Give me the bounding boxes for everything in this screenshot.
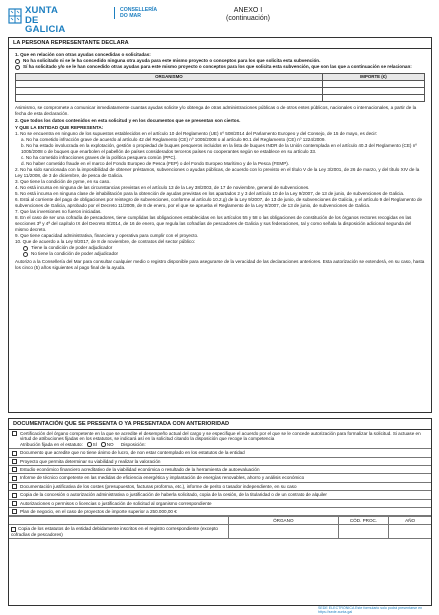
- option-other-aid[interactable]: [15, 64, 425, 70]
- checkbox[interactable]: [12, 509, 17, 514]
- anexo-heading: [208, 7, 288, 23]
- aid-cell[interactable]: [322, 81, 424, 88]
- item-7: 7. Que las inversiones no fueron iniciadas.: [15, 209, 102, 214]
- question-2: 2. Que todos los datos contenidos en esta solicitud y en los documentos que se presentan son ciertos.: [15, 118, 241, 123]
- item-5: 5. No está incursa en ninguna clase de inhabilitación para la obtención de ayudas previstas en los apartados 2 y 3 del artículo 10 de la Ley 9/2007, de 13 de junio, de subvenciones de Galicia.: [15, 191, 405, 196]
- doc-row: [9, 474, 431, 482]
- entity-declares: Y QUE LA ENTIDAD QUE REPRESENTA:: [15, 125, 104, 130]
- option-no-poder-adjudicador[interactable]: [15, 251, 425, 257]
- doc-label: Proyecto que permita determinar su viabilidad y realizar la valoración: [20, 458, 161, 464]
- table-row: [16, 95, 425, 102]
- doc-label: Copia de la concesión o autorización administrativa o justificación de haberla solicitado, copia de la cesión, de la titularidad o de un contrato de alquiler: [20, 492, 327, 498]
- item-8: 8. En el caso de ser una cofradía de pescadores, tiene cumplidas las obligaciones establecidas en los artículos 55 y 58 o las obligaciones de constitución de los órganos rectores recogidas en las secciones 3ª y 4ª del capítulo IX del Decreto 8/2014, de 16 de enero, que regula las cofradías de pescadores de Galicia y sus federaciones, tal y como señala la disposición adicional segunda del mismo decreto.: [15, 215, 412, 232]
- conselleria-label: [114, 7, 157, 19]
- documentation-title: DOCUMENTACIÓN QUE SE PRESENTA O YA PRESENTADA CON ANTERIORIDAD: [9, 419, 431, 430]
- table-row: [16, 88, 425, 95]
- checkbox[interactable]: [12, 501, 17, 506]
- aid-cell[interactable]: [16, 88, 323, 95]
- option-poder-adjudicador-label: Tiene la condición de poder adjudicador: [31, 245, 113, 250]
- xunta-crest-icon: [8, 8, 22, 24]
- header-ano: AÑO: [389, 517, 431, 525]
- disposicion-label: Disposición:: [120, 441, 146, 447]
- checkbox[interactable]: [12, 451, 17, 456]
- item-2: 2. No ha sido sancionada con la imposibilidad de obtener préstamos, subvenciones o ayudas públicas, de acuerdo con lo previsto en el título V de la Ley 3/2001, de 26 de marzo, y del título XIV de la Ley 11/2008, de 3 de diciembre, de pesca de Galicia.: [15, 167, 420, 178]
- doc-label: Informe de técnico competente en las medidas de eficiencia energética y implantación de energías renovables, ahorro y análisis económico: [20, 475, 305, 481]
- doc-label: Copia de los estatutos de la entidad debidamente inscritos en el registro correspondiente (excepto cofradías de pescadores): [11, 526, 218, 537]
- item-10: 10. Que de acuerdo a la Ley 9/2017, de 8 de noviembre, de contratos del sector público:: [15, 239, 196, 244]
- radio-other-aid[interactable]: [15, 65, 20, 70]
- doc-row: [9, 500, 431, 508]
- radio-no-aid[interactable]: [15, 59, 20, 64]
- radio-no-poder-adjudicador[interactable]: [23, 252, 28, 257]
- item-1: 1. No se encuentra en ninguno de los supuestos establecidos en el artículo 10 del Reglamento (UE) nº 508/2014 del Parlamento Europeo y del Consejo, de 15 de mayo, es decir:: [15, 131, 378, 136]
- sub-item-d-text: d. No haber cometido fraude en el marco del Fondo Europeo de Pesca (FEP) o del Fondo Europeo Marítimo y de la Pesca (FEMP).: [21, 161, 290, 166]
- checkbox[interactable]: [12, 484, 17, 489]
- doc-label: Autorizaciones o permisos o licencias o justificación de solicitud al organismo correspondiente: [20, 500, 212, 506]
- conselleria-line2: DO MAR: [120, 13, 142, 19]
- table-row: [16, 81, 425, 88]
- cod-proc-cell[interactable]: [338, 525, 389, 538]
- documentation-section: [8, 418, 432, 606]
- doc-row: [9, 491, 431, 499]
- header-organo: ÓRGANO: [228, 517, 338, 525]
- sub-item-b: [15, 143, 425, 155]
- ano-cell[interactable]: [389, 525, 431, 538]
- checkbox[interactable]: [12, 476, 17, 481]
- doc-row: [9, 458, 431, 466]
- checkbox[interactable]: [12, 493, 17, 498]
- header-cod-proc: CÓD. PROC.: [338, 517, 389, 525]
- aid-cell[interactable]: [16, 81, 323, 88]
- doc-row-certificacion: [9, 430, 431, 449]
- sub-item-b-text: b. No ha estado involucrada en la explotación, gestión o propiedad de buques pesqueros incluidos en la lista de buques INDR de la Unión contemplada en el artículo 40.3 del Reglamento (CE) nº 1005/2008 o de buques que enarbolen el pabellón de países considerados terceros países no cooperantes según se establece en su artículo 33.: [21, 143, 417, 154]
- xunta-wordmark: [25, 6, 65, 35]
- checkbox[interactable]: [12, 459, 17, 464]
- aid-table-header-organismo: ORGANISMO: [16, 74, 323, 81]
- doc-label: Documento que acredite que no tiene ánimo de lucro, de non estar contemplado en los estatutos de la entidad: [20, 450, 245, 456]
- option-no-poder-adjudicador-label: No tiene la condición de poder adjudicador: [31, 251, 119, 256]
- doc-row: [9, 449, 431, 457]
- si-label: SÍ: [92, 441, 97, 447]
- no-label: NO: [106, 441, 114, 447]
- doc-label: Plan de negocio, en el caso de proyectos de importe superior a 250.000,00 €: [20, 509, 177, 515]
- doc-label: Certificación del órgano competente en la que se acredite el desempeño actual del cargo y se especifique el acuerdo por el que se le concede autorización para formalizar la solicitud. Si actuase en virtud de atribuciones fijadas en los estatutos, se indicará así en la solicitud citando la disposición que recoge la competencia: [20, 431, 421, 442]
- option-no-aid-label: No ha solicitado ni se le ha concedido ninguna otra ayuda para este mismo proyecto o conceptos para los que solicita esta subvención.: [23, 58, 321, 63]
- autorizo-text: Autorizo a la Consellería del Mar para consultar cualquier medio o registro disponible para asegurarse de la veracidad de las declaraciones anteriores. Esta autorización se extenderá, en su caso, hasta los cinco (5) años siguientes al pago final de la ayuda.: [15, 259, 425, 270]
- option-other-aid-label: Sí ha solicitado y/o se le han concedido otras ayudas para este mismo proyecto o conceptos para los que solicita esta subvención, que son las que a continuación se relacionan:: [23, 64, 412, 69]
- header-blank: [9, 517, 228, 525]
- presented-docs-table: [9, 516, 431, 538]
- atribucion-label: Atribución fijada en el estatuto:: [20, 441, 83, 447]
- doc-row: [9, 483, 431, 491]
- anexo-title: ANEXO I: [233, 7, 263, 14]
- doc-row: [9, 508, 431, 516]
- radio-no[interactable]: [101, 442, 106, 447]
- conselleria-line1: CONSELLERÍA: [120, 7, 158, 13]
- radio-poder-adjudicador[interactable]: [23, 246, 28, 251]
- sub-item-c-text: c. No ha cometido infracciones graves de la política pesquera común (PPC).: [21, 155, 177, 160]
- item-9: 9. Que tiene capacidad administrativa, financiera y operativa para cumplir con el proyecto.: [15, 233, 199, 238]
- aid-table-header-importe: IMPORTE (€): [322, 74, 424, 81]
- estatutos-cell: [9, 525, 228, 538]
- radio-si[interactable]: [87, 442, 92, 447]
- declaration-title: LA PERSONA REPRESENTANTE DECLARA: [9, 38, 431, 49]
- checkbox[interactable]: [12, 431, 17, 436]
- question-1: 1. Que en relación con otras ayudas concedidas o solicitadas:: [15, 52, 151, 57]
- xunta-line2: DE GALICIA: [25, 14, 66, 35]
- doc-label: Estudio económico financiero acreditativo de la viabilidad económica o resultado de la herramienta de autoevaluación: [20, 467, 260, 473]
- asimismo-text: Asimismo, se compromete a comunicar inmediatamente cuantas ayudas solicite y/o obtenga de otras administraciones públicas o de otros entes públicos, nacionales o internacionales, a partir de la fecha de esta declaración.: [15, 105, 417, 116]
- sede-footer: SEDE ELECTRÓNICA Este formulario solo podrá presentarse en https://sede.xunta.gal: [318, 606, 423, 614]
- anexo-subtitle: (continuación): [226, 15, 270, 22]
- organo-cell[interactable]: [228, 525, 338, 538]
- doc-label: Documentación justificativa de los costes (presupuestos, facturas proforma, etc.), informe de perito o tasador independiente, en su caso: [20, 483, 297, 489]
- declaration-section: [8, 37, 432, 413]
- declaration-body: [9, 49, 431, 273]
- aid-cell[interactable]: [16, 95, 323, 102]
- item-6: 6. Está al corriente del pago de obligaciones por reintegro de subvenciones, conforme al artículo 10.2.g) de la Ley 9/2007, de 13 de junio, de subvenciones de Galicia, y el artículo 9 del Reglamento de subvenciones de Galicia, aprobado por el Decreto 11/2009, de 8 de enero, por el que se aprueba el Reglamento de la Ley 9/2007, de 13 de junio, de subvenciones de Galicia.: [15, 197, 423, 208]
- checkbox[interactable]: [12, 467, 17, 472]
- doc-row: [9, 466, 431, 474]
- item-3: 3. Que tiene la condición de pyme, en su caso.: [15, 179, 111, 184]
- aid-cell[interactable]: [322, 88, 424, 95]
- page-header: [8, 5, 432, 35]
- sub-item-a-text: a. No ha cometido infracción grave de acuerdo al artículo 42 del Reglamento (CE) nº 1005/2008 o al artículo 90.1 del Reglamento (CE) nº 1224/2009.: [21, 137, 326, 142]
- aid-cell[interactable]: [322, 95, 424, 102]
- aid-table: [15, 73, 425, 102]
- xunta-line1: XUNTA: [25, 5, 59, 16]
- item-4: 4. No está incursa en ninguna de las circunstancias previstas en el artículo 13 de la Ley 38/2003, de 17 de noviembre, general de subvenciones.: [15, 185, 310, 190]
